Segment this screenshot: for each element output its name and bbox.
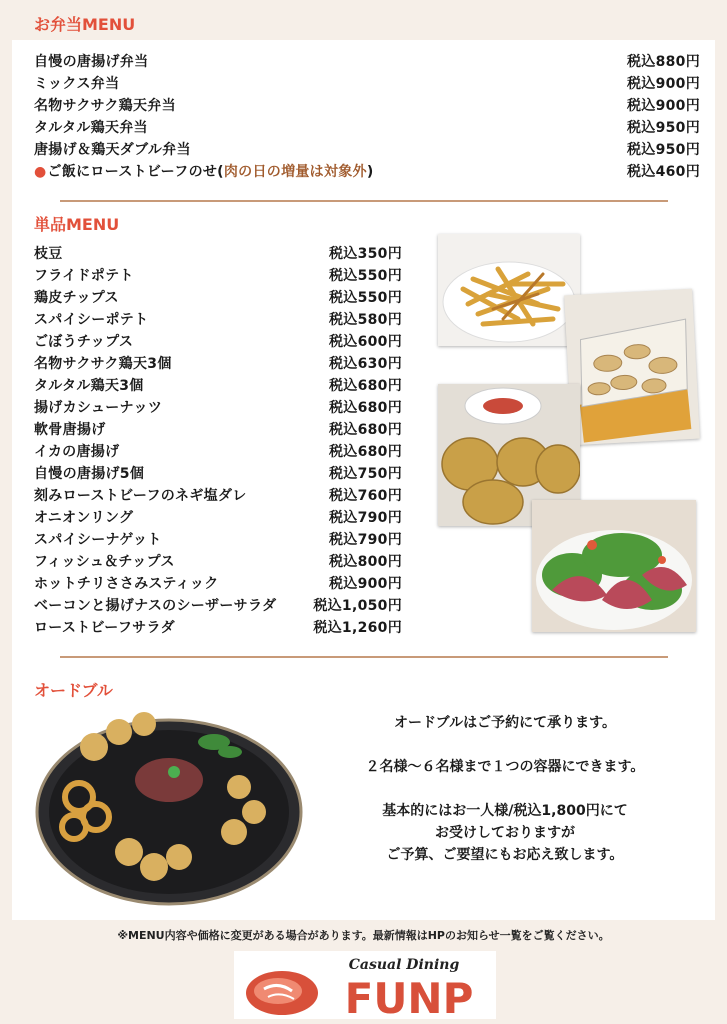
item-note: 肉の日の増量は対象外 bbox=[223, 164, 367, 180]
item-price: 税込880円 bbox=[626, 54, 700, 70]
logo-name: FUNP bbox=[344, 974, 474, 1019]
list-item bbox=[34, 352, 402, 374]
item-name: ベーコンと揚げナスのシーザーサラダ bbox=[34, 598, 277, 614]
item-price: 税込790円 bbox=[328, 510, 402, 526]
tanpin-list bbox=[34, 242, 402, 638]
item-price: 税込1,260円 bbox=[313, 620, 402, 636]
list-item bbox=[34, 330, 402, 352]
item-price: 税込680円 bbox=[328, 378, 402, 394]
item-price: 税込1,050円 bbox=[313, 598, 402, 614]
item-name: 鶏皮チップス bbox=[34, 290, 119, 306]
item-name: 刻みローストビーフのネギ塩ダレ bbox=[34, 488, 247, 504]
item-price: 税込900円 bbox=[328, 576, 402, 592]
item-price: 税込550円 bbox=[328, 268, 402, 284]
list-item bbox=[34, 242, 402, 264]
list-item bbox=[34, 418, 402, 440]
item-price: 税込580円 bbox=[328, 312, 402, 328]
list-item bbox=[34, 550, 402, 572]
funp-logo bbox=[234, 951, 496, 1019]
hors-description bbox=[330, 712, 680, 866]
list-item bbox=[34, 396, 402, 418]
list-item bbox=[34, 594, 402, 616]
list-item bbox=[34, 572, 402, 594]
hors-line: ご予算、ご要望にもお応え致します。 bbox=[386, 847, 624, 863]
item-price: 税込680円 bbox=[328, 400, 402, 416]
item-name: 軟骨唐揚げ bbox=[34, 422, 106, 438]
item-name: フライドポテト bbox=[34, 268, 134, 284]
item-name: 名物サクサク鶏天弁当 bbox=[34, 98, 176, 114]
item-name: 揚げカシューナッツ bbox=[34, 400, 163, 416]
item-name: 自慢の唐揚げ弁当 bbox=[34, 54, 149, 70]
hors-section-title: オードブル bbox=[34, 681, 113, 700]
meat-icon bbox=[246, 971, 318, 1015]
item-price: 税込800円 bbox=[328, 554, 402, 570]
hors-line: ２名様～６名様まで１つの容器にできます。 bbox=[365, 759, 645, 775]
item-price: 税込790円 bbox=[328, 532, 402, 548]
footer-note: ※MENU内容や価格に変更がある場合があります。最新情報はHPのお知らせ一覧をご覧ください。 bbox=[117, 929, 610, 942]
list-item bbox=[34, 528, 402, 550]
red-dot-icon: ● bbox=[34, 164, 47, 180]
item-name: 名物サクサク鶏天3個 bbox=[34, 356, 172, 372]
item-name: イカの唐揚げ bbox=[34, 444, 120, 460]
item-name: タルタル鶏天弁当 bbox=[34, 120, 148, 136]
item-price: 税込750円 bbox=[328, 466, 402, 482]
item-name: 自慢の唐揚げ5個 bbox=[34, 466, 145, 482]
item-name: オニオンリング bbox=[34, 510, 134, 526]
item-name: ローストビーフサラダ bbox=[34, 620, 175, 636]
list-item bbox=[34, 440, 402, 462]
list-item bbox=[34, 616, 402, 638]
hors-line: 基本的にはお一人様/税込1,800円にて bbox=[382, 803, 628, 819]
item-price: 税込460円 bbox=[626, 164, 700, 180]
item-name: ミックス弁当 bbox=[34, 76, 120, 92]
hors-line: お受けしておりますが bbox=[435, 825, 575, 841]
logo-script: Casual Dining bbox=[348, 957, 460, 973]
item-price: 税込950円 bbox=[626, 142, 700, 158]
item-price: 税込630円 bbox=[328, 356, 402, 372]
item-name: 唐揚げ＆鶏天ダブル弁当 bbox=[34, 142, 191, 158]
bento-list bbox=[34, 50, 700, 182]
fries-photo bbox=[438, 234, 580, 346]
list-item bbox=[34, 308, 402, 330]
divider bbox=[60, 200, 668, 202]
item-price: 税込680円 bbox=[328, 444, 402, 460]
hors-line: オードブルはご予約にて承ります。 bbox=[394, 715, 616, 731]
item-price: 税込900円 bbox=[626, 76, 700, 92]
item-price: 税込760円 bbox=[328, 488, 402, 504]
item-name: 枝豆 bbox=[34, 246, 63, 262]
item-price: 税込950円 bbox=[626, 120, 700, 136]
item-name: スパイシーナゲット bbox=[34, 532, 162, 548]
roastbeef-salad-photo bbox=[532, 500, 696, 632]
item-name: フィッシュ＆チップス bbox=[34, 554, 175, 570]
item-price: 税込680円 bbox=[328, 422, 402, 438]
list-item bbox=[34, 462, 402, 484]
item-name: ●ご飯にローストビーフのせ(肉の日の増量は対象外) bbox=[34, 164, 374, 180]
list-item bbox=[34, 286, 402, 308]
item-name: ホットチリささみスティック bbox=[34, 576, 219, 592]
list-item-extra bbox=[34, 160, 700, 182]
item-name: スパイシーポテト bbox=[34, 312, 149, 328]
item-name: タルタル鶏天3個 bbox=[34, 378, 144, 394]
item-price: 税込600円 bbox=[328, 334, 402, 350]
tanpin-section-title: 単品MENU bbox=[34, 215, 120, 234]
list-item bbox=[34, 50, 700, 72]
list-item bbox=[34, 94, 700, 116]
list-item bbox=[34, 374, 402, 396]
list-item bbox=[34, 506, 402, 528]
item-price: 税込550円 bbox=[328, 290, 402, 306]
list-item bbox=[34, 138, 700, 160]
list-item bbox=[34, 484, 402, 506]
item-price: 税込900円 bbox=[626, 98, 700, 114]
list-item bbox=[34, 116, 700, 138]
item-price: 税込350円 bbox=[328, 246, 402, 262]
bento-section-title: お弁当MENU bbox=[34, 15, 136, 34]
platter-photo bbox=[34, 702, 304, 910]
cashew-photo bbox=[564, 289, 700, 445]
divider bbox=[60, 656, 668, 658]
list-item bbox=[34, 72, 700, 94]
item-name: ごぼうチップス bbox=[34, 334, 134, 350]
list-item bbox=[34, 264, 402, 286]
